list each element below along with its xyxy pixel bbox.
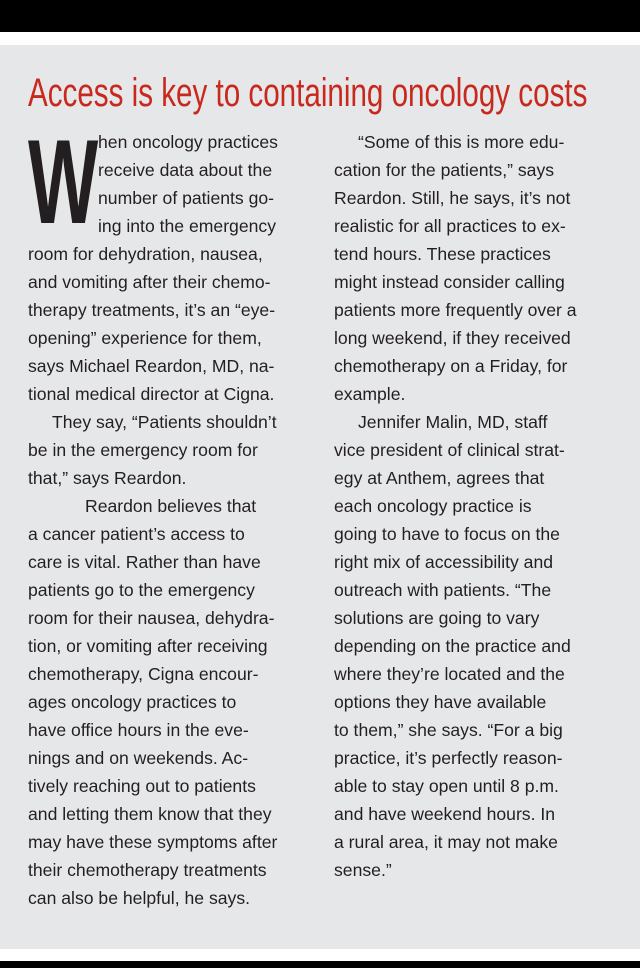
text-line: tend hours. These practices bbox=[334, 244, 551, 264]
text-line: that,” says Reardon. bbox=[28, 468, 187, 488]
article-headline: Access is key to containing oncology costs bbox=[28, 71, 588, 115]
text-line: going to have to focus on the bbox=[334, 524, 560, 544]
paragraph-1 bbox=[28, 240, 306, 408]
text-line: long weekend, if they received bbox=[334, 328, 571, 348]
left-column bbox=[28, 115, 306, 912]
text-line: to them,” she says. “For a big bbox=[334, 720, 563, 740]
paragraph-4 bbox=[334, 128, 612, 408]
text-line: care is vital. Rather than have bbox=[28, 552, 261, 572]
text-line: opening” experience for them, bbox=[28, 328, 262, 348]
text-line: example. bbox=[334, 384, 406, 404]
paragraph-3 bbox=[28, 492, 306, 912]
text-line: right mix of accessibility and bbox=[334, 552, 554, 572]
text-line: be in the emergency room for bbox=[28, 440, 258, 460]
text-line: and letting them know that they bbox=[28, 804, 272, 824]
text-line: can also be helpful, he says. bbox=[28, 888, 251, 908]
text-line: and have weekend hours. In bbox=[334, 804, 556, 824]
text-line: patients go to the emergency bbox=[28, 580, 255, 600]
bottom-black-bar bbox=[0, 961, 640, 968]
text-line: chemotherapy on a Friday, for bbox=[334, 356, 568, 376]
text-line: therapy treatments, it’s an “eye- bbox=[28, 300, 276, 320]
text-line: able to stay open until 8 p.m. bbox=[334, 776, 559, 796]
text-line: chemotherapy, Cigna encour- bbox=[28, 664, 259, 684]
text-line: says Michael Reardon, MD, na- bbox=[28, 356, 275, 376]
text-line: receive data about the bbox=[98, 160, 273, 180]
text-line: a rural area, it may not make bbox=[334, 832, 558, 852]
text-line: might instead consider calling bbox=[334, 272, 565, 292]
text-line: and vomiting after their chemo- bbox=[28, 272, 271, 292]
right-column bbox=[334, 128, 612, 884]
text-line: outreach with patients. “The bbox=[334, 580, 552, 600]
text-line: room for dehydration, nausea, bbox=[28, 244, 263, 264]
drop-cap-lines bbox=[98, 128, 306, 240]
text-line: practice, it’s perfectly reason- bbox=[334, 748, 563, 768]
text-line: patients more frequently over a bbox=[334, 300, 577, 320]
top-black-bar bbox=[0, 0, 640, 32]
text-line: Reardon. Still, he says, it’s not bbox=[334, 188, 571, 208]
text-line: a cancer patient’s access to bbox=[28, 524, 245, 544]
text-line: may have these symptoms after bbox=[28, 832, 278, 852]
text-line: tional medical director at Cigna. bbox=[28, 384, 275, 404]
text-line: ages oncology practices to bbox=[28, 692, 237, 712]
text-line: realistic for all practices to ex- bbox=[334, 216, 566, 236]
text-line: They say, “Patients shouldn’t bbox=[52, 412, 277, 432]
text-line: nings and on weekends. Ac- bbox=[28, 748, 249, 768]
text-line: room for their nausea, dehydra- bbox=[28, 608, 275, 628]
text-line: sense.” bbox=[334, 860, 392, 880]
text-line: their chemotherapy treatments bbox=[28, 860, 267, 880]
paragraph-2 bbox=[28, 408, 306, 492]
text-line: number of patients go- bbox=[98, 188, 275, 208]
text-line: where they’re located and the bbox=[334, 664, 565, 684]
text-line: ing into the emergency bbox=[98, 216, 276, 236]
text-line: egy at Anthem, agrees that bbox=[334, 468, 545, 488]
text-line: hen oncology practices bbox=[98, 132, 278, 152]
text-line: Reardon believes that bbox=[85, 496, 257, 516]
drop-cap-block bbox=[28, 115, 306, 249]
text-line: have office hours in the eve- bbox=[28, 720, 249, 740]
drop-cap: W bbox=[28, 115, 99, 249]
text-line: tion, or vomiting after receiving bbox=[28, 636, 268, 656]
text-line: vice president of clinical strat- bbox=[334, 440, 565, 460]
text-line: solutions are going to vary bbox=[334, 608, 540, 628]
text-line: each oncology practice is bbox=[334, 496, 532, 516]
text-line: options they have available bbox=[334, 692, 547, 712]
text-line: Jennifer Malin, MD, staff bbox=[358, 412, 548, 432]
text-line: “Some of this is more edu- bbox=[358, 132, 565, 152]
text-line: cation for the patients,” says bbox=[334, 160, 555, 180]
text-line: depending on the practice and bbox=[334, 636, 571, 656]
paragraph-5 bbox=[334, 408, 612, 884]
text-line: tively reaching out to patients bbox=[28, 776, 256, 796]
